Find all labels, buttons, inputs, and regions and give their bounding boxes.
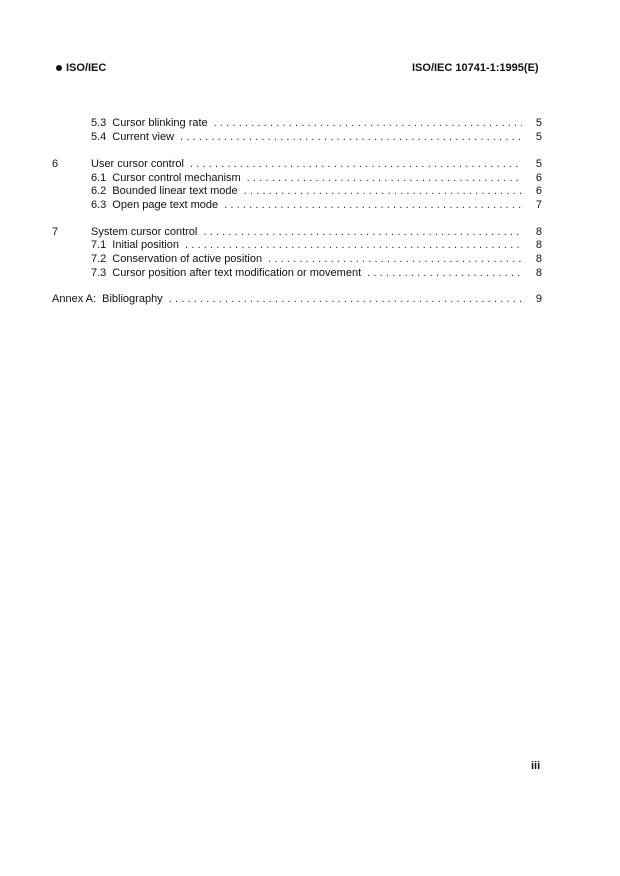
footer-page-number: iii <box>531 760 541 772</box>
toc-entry-6-3[interactable] <box>52 198 542 212</box>
toc-entry-6-1[interactable] <box>52 171 542 185</box>
toc-label: 7.1 Initial position <box>91 239 179 251</box>
toc-entry-annex-a[interactable] <box>52 292 542 306</box>
toc-chapter-number: 6 <box>52 158 59 170</box>
toc-page-number: 7 <box>535 199 542 211</box>
toc-entry-6-2[interactable] <box>52 184 542 198</box>
toc-page-number: 8 <box>535 267 542 279</box>
toc-leader-dots <box>190 157 522 171</box>
toc-leader-dots <box>247 171 522 185</box>
toc-entry-7-1[interactable] <box>52 238 542 252</box>
toc-entry-5-4[interactable] <box>52 130 542 144</box>
toc-label: 7.2 Conservation of active position <box>91 253 263 265</box>
toc-leader-dots <box>185 238 522 252</box>
toc-page-number: 8 <box>535 239 542 251</box>
toc-entry-5-3[interactable] <box>52 116 542 130</box>
toc-entry-6[interactable] <box>52 157 542 171</box>
toc-label: Annex A: Bibliography <box>52 293 163 305</box>
toc-leader-dots <box>244 184 522 198</box>
toc-entry-7-2[interactable] <box>52 252 542 266</box>
toc-page-number: 5 <box>535 158 542 170</box>
toc-leader-dots <box>180 130 522 144</box>
toc-chapter-number: 7 <box>52 226 59 238</box>
toc-page-number: 8 <box>535 253 542 265</box>
toc-leader-dots <box>169 292 522 306</box>
toc-page-number: 5 <box>535 117 542 129</box>
header-right-text: ISO/IEC 10741-1:1995(E) <box>412 62 539 74</box>
toc-entry-7-3[interactable] <box>52 266 542 280</box>
toc-label: 6.1 Cursor control mechanism <box>91 172 241 184</box>
toc-label: 6.3 Open page text mode <box>91 199 219 211</box>
toc-entry-7[interactable] <box>52 225 542 239</box>
toc-leader-dots <box>224 198 522 212</box>
toc-leader-dots <box>367 266 522 280</box>
toc-leader-dots <box>214 116 522 130</box>
toc-label: User cursor control <box>91 158 184 170</box>
toc-label: 5.3 Cursor blinking rate <box>91 117 208 129</box>
toc-page-number: 6 <box>535 172 542 184</box>
toc-label: 6.2 Bounded linear text mode <box>91 185 238 197</box>
toc-page-number: 9 <box>535 293 542 305</box>
toc-leader-dots <box>203 225 522 239</box>
toc-label: 5.4 Current view <box>91 131 175 143</box>
toc-label: System cursor control <box>91 226 198 238</box>
toc-leader-dots <box>268 252 522 266</box>
toc-page-number: 6 <box>535 185 542 197</box>
toc-page-number: 5 <box>535 131 542 143</box>
toc-label: 7.3 Cursor position after text modification or movement <box>91 267 362 279</box>
toc-page-number: 8 <box>535 226 542 238</box>
header-left <box>56 62 106 74</box>
header-left-text: ISO/IEC <box>66 62 107 74</box>
copyright-icon <box>56 65 62 71</box>
